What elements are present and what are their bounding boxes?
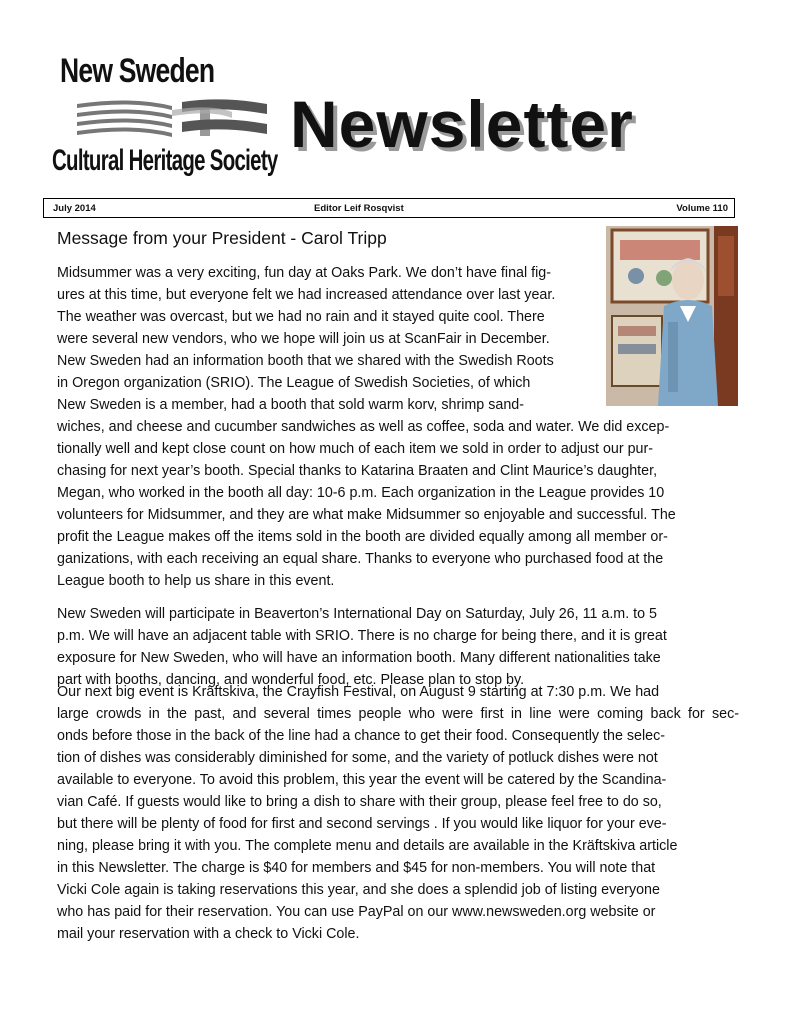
text-line: mail your reservation with a check to Vicki Cole. xyxy=(57,926,360,942)
editor-credit: Editor Leif Rosqvist xyxy=(314,203,404,214)
text-line: League booth to help us share in this event. xyxy=(57,573,335,589)
text-line: but there will be plenty of food for first and second servings . If you would like liquor for your eve- xyxy=(57,816,667,832)
text-line: chasing for next year’s booth. Special thanks to Katarina Braaten and Clint Maurice’s daughter, xyxy=(57,463,658,479)
newsletter-title: Newsletter xyxy=(290,87,634,161)
text-line: large crowds in the past, and several times people who were first in line were coming back for sec- xyxy=(57,706,739,722)
logo-line-2: Cultural Heritage Society xyxy=(52,144,278,177)
text-line: ning, please bring it with you. The complete menu and details are available in the Kräftskiva article xyxy=(57,838,678,854)
text-line: Megan, who worked in the booth all day: 10-6 p.m. Each organization in the League provides 10 xyxy=(57,485,665,501)
logo-line-1: New Sweden xyxy=(60,52,215,90)
text-line: ures at this time, but everyone felt we had increased attendance over last year. xyxy=(57,287,556,303)
paragraph-midsummer xyxy=(57,262,739,592)
volume-number: Volume 110 xyxy=(676,203,728,214)
text-line: Midsummer was a very exciting, fun day at Oaks Park. We don’t have final fig- xyxy=(57,265,551,281)
text-line: The weather was overcast, but we had no rain and it stayed quite cool. There xyxy=(57,309,545,325)
text-line: available to everyone. To avoid this problem, this year the event will be catered by the Scandina- xyxy=(57,772,667,788)
text-line: who has paid for their reservation. You can use PayPal on our www.newsweden.org website or xyxy=(57,904,656,920)
flag-stripes-icon xyxy=(72,96,272,146)
text-line: ganizations, with each receiving an equal share. Thanks to everyone who purchased food at the xyxy=(57,551,664,567)
info-bar xyxy=(43,198,735,218)
text-line: New Sweden will participate in Beaverton’s International Day on Saturday, July 26, 11 a.m. to 5 xyxy=(57,606,658,622)
text-line: profit the League makes off the items sold in the booth are divided equally among all member or- xyxy=(57,529,668,545)
text-line: p.m. We will have an adjacent table with SRIO. There is no charge for being there, and it is great xyxy=(57,628,667,644)
text-line: exposure for New Sweden, who will have an information booth. Many different nationalities take xyxy=(57,650,661,666)
text-line: tion of dishes was considerably diminished for some, and the variety of potluck dishes were not xyxy=(57,750,658,766)
paragraph-international-day xyxy=(57,603,739,691)
text-line: Vicki Cole again is taking reservations this year, and she does a splendid job of listing everyone xyxy=(57,882,660,898)
society-logo xyxy=(52,52,282,192)
text-line: in Oregon organization (SRIO). The League of Swedish Societies, of which xyxy=(57,375,531,391)
text-line: wiches, and cheese and cucumber sandwiches as well as coffee, soda and water. We did excep- xyxy=(57,419,670,435)
text-line: vian Café. If guests would like to bring a dish to share with their group, please feel free to do so, xyxy=(57,794,662,810)
text-line: tionally well and kept close count on how much of each item we sold in order to adjust our pur- xyxy=(57,441,654,457)
paragraph-kraftskiva xyxy=(57,681,739,945)
issue-date: July 2014 xyxy=(53,203,96,214)
article-headline: Message from your President - Carol Tripp xyxy=(57,228,387,248)
text-line: part with booths, dancing, and wonderful food, etc. Please plan to stop by. xyxy=(57,672,525,688)
text-line: in this Newsletter. The charge is $40 for members and $45 for non-members. You will note that xyxy=(57,860,656,876)
text-line: Our next big event is Kräftskiva, the Crayfish Festival, on August 9 starting at 7:30 p.m. We had xyxy=(57,684,660,700)
text-line: New Sweden had an information booth that we shared with the Swedish Roots xyxy=(57,353,554,369)
text-line: were several new vendors, who we hope will join us at ScanFair in December. xyxy=(57,331,550,347)
text-line: onds before those in the back of the line had a chance to get their food. Consequently the selec- xyxy=(57,728,666,744)
text-line: volunteers for Midsummer, and they are what make Midsummer so enjoyable and successful. The xyxy=(57,507,676,523)
text-line: New Sweden is a member, had a booth that sold warm korv, shrimp sand- xyxy=(57,397,524,413)
